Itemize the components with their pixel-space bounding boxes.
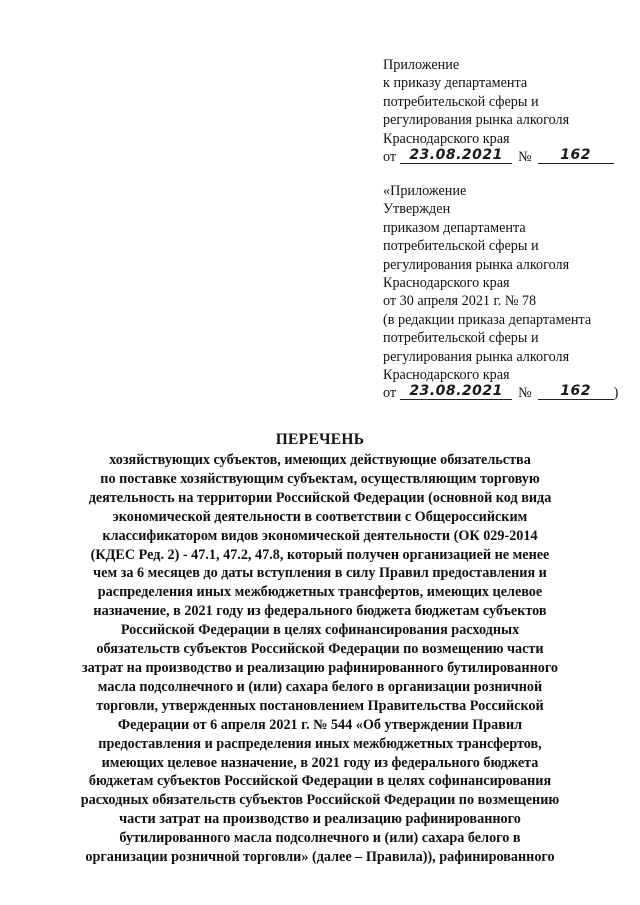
number-label: № xyxy=(518,149,532,166)
number-field xyxy=(538,148,614,164)
approved-line: Краснодарского края xyxy=(383,275,510,292)
body-line: имеющих целевое назначение, в 2021 году из федерального бюджета xyxy=(101,754,539,771)
body-line: деятельность на территории Российской Федерации (основной код вида xyxy=(88,489,552,506)
body-line: бутилированного масла подсолнечного и (или) сахара белого в xyxy=(119,830,521,847)
approved-line: регулирования рынка алкоголя xyxy=(383,348,570,365)
body-line: экономической деятельности в соответствии с Общероссийским xyxy=(112,508,528,525)
approved-line: Утвержден xyxy=(383,201,451,218)
body-line: масла подсолнечного и (или) сахара белого в организации розничной xyxy=(97,678,543,695)
body-line: хозяйствующих субъектов, имеющих действующие обязательства xyxy=(109,452,531,468)
body-line: по поставке хозяйствующим субъектам, осуществляющим торговую xyxy=(100,470,540,487)
body-line: Федерации от 6 апреля 2021 г. № 544 «Об утверждении Правил xyxy=(117,716,523,733)
document-title: ПЕРЕЧЕНЬ xyxy=(275,431,365,448)
body-line: Российской Федерации в целях софинансирования расходных xyxy=(120,622,520,639)
appendix-line: Краснодарского края xyxy=(383,130,510,147)
approved-block xyxy=(383,182,633,403)
body-line: торговли, утвержденных постановлением Правительства Российской xyxy=(96,697,544,714)
approved-line: потребительской сферы и xyxy=(383,238,539,255)
body-line: бюджетам субъектов Российской Федерации в целях софинансирования xyxy=(88,773,552,790)
appendix-line: Приложение xyxy=(383,57,460,73)
approved-line: «Приложение xyxy=(383,183,467,199)
body-line: назначение, в 2021 году из федерального бюджета бюджетам субъектов xyxy=(93,603,547,620)
appendix-date-line xyxy=(383,148,633,166)
body-line: классификатором видов экономической деятельности (ОК 029-2014 xyxy=(102,527,538,544)
appendix-line: регулирования рынка алкоголя xyxy=(383,112,570,129)
approved-line: от 30 апреля 2021 г. № 78 xyxy=(383,293,537,310)
approved-line: потребительской сферы и xyxy=(383,330,539,347)
appendix-line: к приказу департамента xyxy=(383,75,528,92)
handwritten-date: 23.08.2021 xyxy=(409,383,503,400)
body-line: обязательств субъектов Российской Федерации по возмещению части xyxy=(96,641,544,658)
appendix-line: потребительской сферы и xyxy=(383,93,539,110)
approved-line: Краснодарского края xyxy=(383,367,510,384)
date-field xyxy=(400,148,512,164)
approved-date-line xyxy=(383,384,633,402)
appendix-header-block xyxy=(383,56,633,166)
number-field xyxy=(538,384,614,400)
date-prefix: от xyxy=(383,385,397,402)
approved-line: (в редакции приказа департамента xyxy=(383,311,592,328)
date-prefix: от xyxy=(383,149,397,166)
number-label: № xyxy=(518,385,532,402)
body-line: (КДЕС Ред. 2) - 47.1, 47.2, 47.8, который получен организацией не менее xyxy=(90,546,550,563)
body-line: распределения иных межбюджетных трансфертов, имеющих целевое xyxy=(97,584,543,601)
handwritten-number: 162 xyxy=(560,147,592,164)
body-line: затрат на производство и реализацию рафинированного бутилированного xyxy=(81,659,559,676)
date-field xyxy=(400,384,512,400)
body-line: расходных обязательств субъектов Российской Федерации по возмещению xyxy=(80,792,560,809)
body-line: части затрат на производство и реализацию рафинированного xyxy=(119,811,521,828)
closing-parenthesis: ) xyxy=(613,385,619,402)
body-line: организации розничной торговли» (далее – Правила)), рафинированного xyxy=(85,849,555,866)
approved-line: регулирования рынка алкоголя xyxy=(383,256,570,273)
approved-line: приказом департамента xyxy=(383,219,526,236)
body-line: предоставления и распределения иных межбюджетных трансфертов, xyxy=(98,735,542,752)
document-body xyxy=(40,451,600,867)
handwritten-number: 162 xyxy=(560,383,592,400)
handwritten-date: 23.08.2021 xyxy=(409,147,503,164)
body-line: чем за 6 месяцев до даты вступления в силу Правил предоставления и xyxy=(93,565,547,582)
